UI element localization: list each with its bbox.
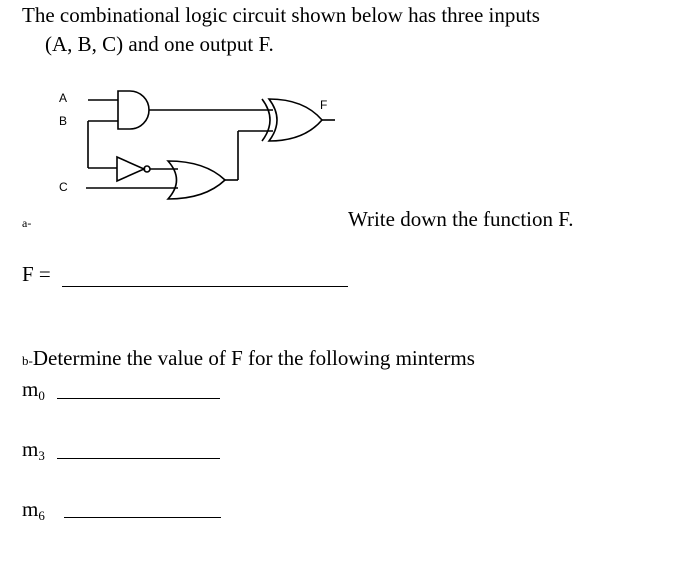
output-label-f: F [320, 98, 328, 112]
and-gate [118, 91, 149, 129]
part-b-heading [22, 346, 475, 371]
minterm-m6-blank[interactable] [64, 517, 221, 518]
part-b-marker: b- [22, 353, 33, 368]
input-label-a: A [59, 91, 68, 105]
part-a-marker: a- [22, 216, 32, 230]
minterm-subscript: 0 [38, 388, 45, 403]
part-b-instruction: Determine the value of F for the following minterms [32, 346, 475, 370]
minterm-m0-blank[interactable] [57, 398, 220, 399]
input-label-c: C [59, 180, 68, 194]
minterm-m3-label [22, 437, 45, 462]
minterm-base: m [22, 497, 39, 521]
question-intro-line2: (A, B, C) and one output F. [45, 32, 274, 56]
or-gate [168, 161, 225, 199]
part-a-instruction: Write down the function F. [348, 207, 574, 231]
input-label-b: B [59, 114, 68, 128]
minterm-subscript: 6 [38, 508, 45, 523]
minterm-m3-blank[interactable] [57, 458, 220, 459]
minterm-m0-label [22, 377, 45, 402]
xor-gate [269, 99, 322, 141]
minterm-m6-label [22, 497, 45, 522]
minterm-base: m [22, 437, 39, 461]
minterm-base: m [22, 377, 39, 401]
answer-f-label: F = [22, 262, 51, 286]
xor-gate-input-arc [262, 99, 270, 141]
question-intro-line1: The combinational logic circuit shown below has three inputs [22, 3, 540, 27]
not-gate [117, 157, 144, 181]
answer-f-blank[interactable] [62, 286, 348, 287]
minterm-subscript: 3 [38, 448, 45, 463]
